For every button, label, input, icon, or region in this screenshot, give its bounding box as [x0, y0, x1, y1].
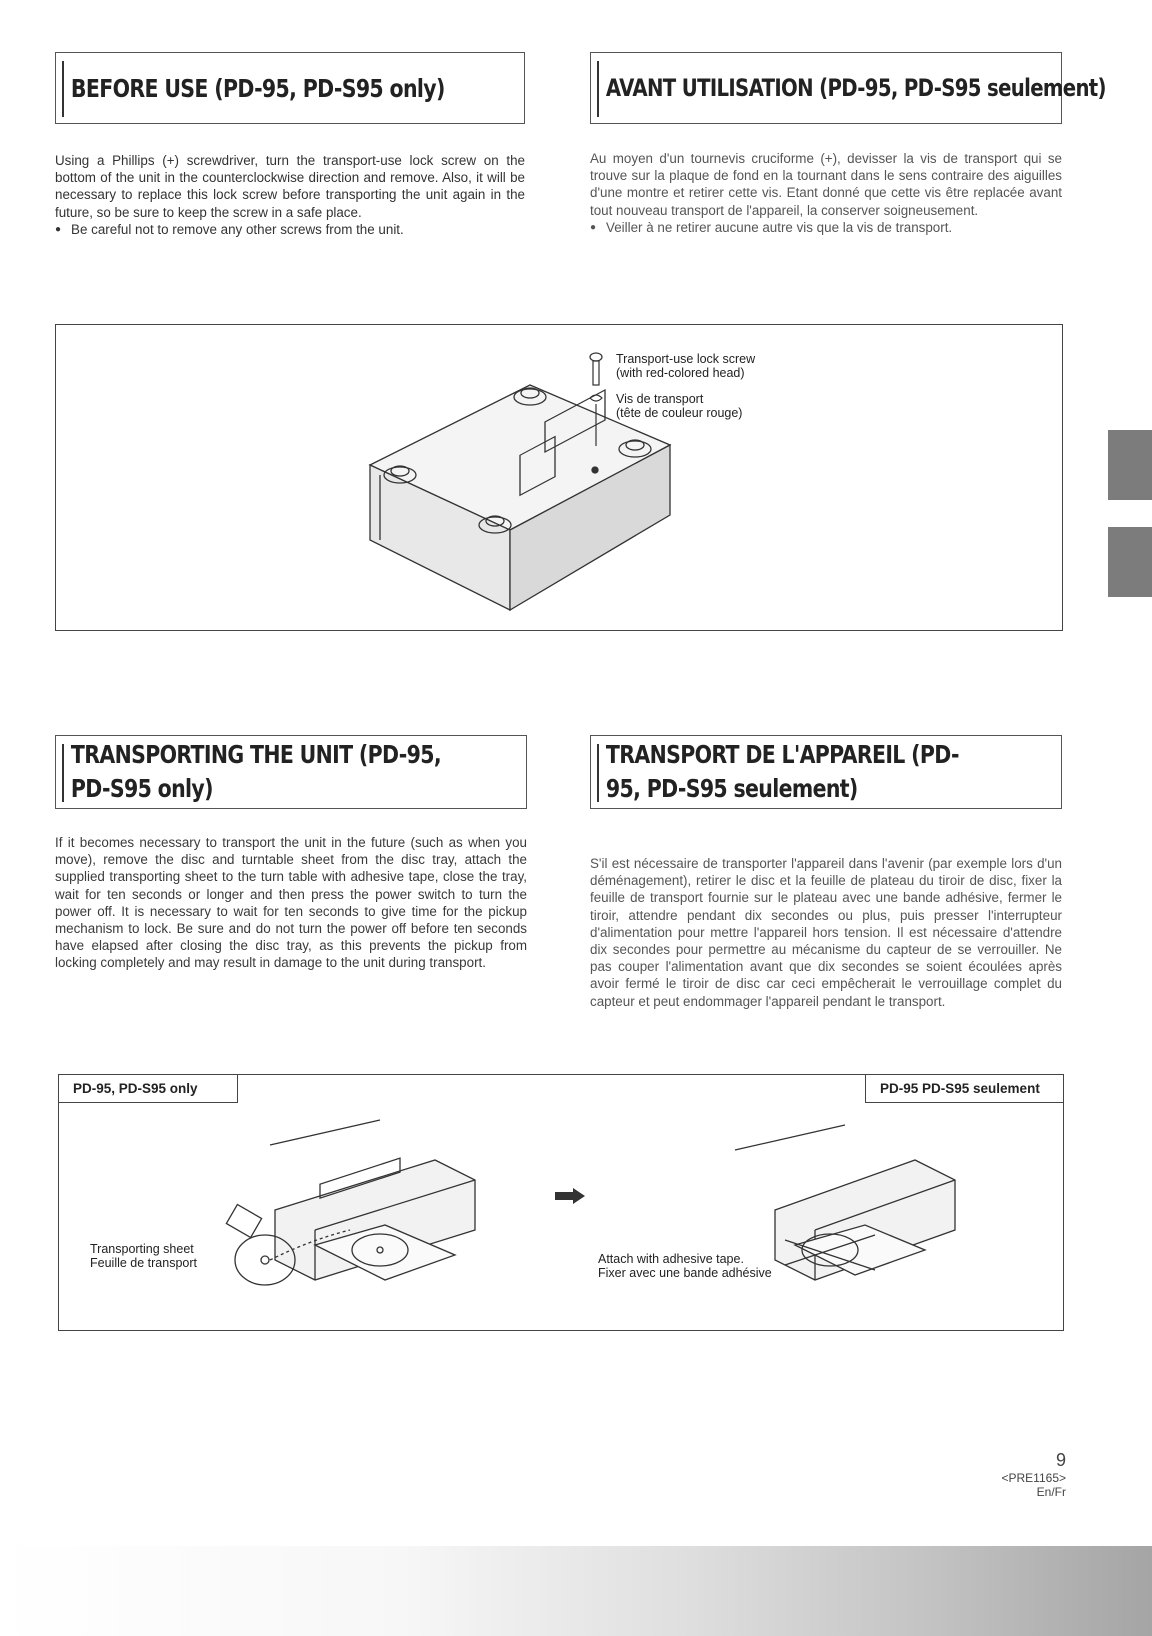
- heading-box-transport-fr: [590, 735, 1062, 809]
- document-code: <PRE1165>: [1001, 1471, 1066, 1485]
- figure1-label-en-line1: Transport-use lock screw: [616, 352, 756, 366]
- side-tab-en: [1108, 430, 1152, 500]
- heading-box-before-use-en: [55, 52, 525, 124]
- transport-en-body: If it becomes necessary to transport the unit in the future (such as when you move), remove the disc and turntable sheet from the disc tray, attach the supplied transporting sheet to the turn table with adhesive tape, close the tray, wait for ten seconds or longer and then press the power switch to turn the power off. It is necessary to wait for ten seconds to give time for the pickup mechanism to lock. Be sure and do not turn the power off before ten seconds have elapsed after closing the disc tray, as this prevents the pickup from locking completely and may result in damage to the unit during transport.: [55, 835, 527, 971]
- heading-box-before-use-fr: [590, 52, 1106, 124]
- figure2-sheet-fr: Feuille de transport: [90, 1256, 198, 1270]
- transport-en-text: [55, 834, 527, 972]
- side-tab-fr: [1108, 527, 1152, 597]
- before-use-en-body: Using a Phillips (+) screwdriver, turn the transport-use lock screw on the bottom of the unit in the counterclockwise direction and remove. Also, it will be necessary to replace this lock screw before transporting the unit again in the future, so be sure to keep the screw in a safe place.: [55, 153, 525, 220]
- figure2-tape-label: [598, 1252, 772, 1280]
- figure2-tape-en: Attach with adhesive tape.: [598, 1252, 744, 1266]
- figure1-label-fr-line1: Vis de transport: [616, 392, 704, 406]
- before-use-en-text: [55, 152, 525, 238]
- heading-transport-en: TRANSPORTING THE UNIT (PD-95, PD-S95 only): [70, 740, 441, 803]
- figure1-label-fr: [616, 392, 742, 420]
- heading-transport-fr: TRANSPORT DE L'APPAREIL (PD-95, PD-S95 seulement): [605, 740, 959, 803]
- figure2-sheet-label: [90, 1242, 197, 1270]
- before-use-en-bullet-text: Be careful not to remove any other screws from the unit.: [71, 221, 404, 237]
- lock-screw-icon: [588, 352, 612, 448]
- language-code: En/Fr: [1036, 1485, 1066, 1499]
- page-number: 9: [1055, 1450, 1066, 1470]
- before-use-en-bullet: [55, 221, 525, 238]
- page-footer: [1002, 1450, 1067, 1499]
- bullet-icon: ●: [55, 223, 62, 235]
- transport-sheet-icon: [220, 1210, 310, 1290]
- heading-box-transport-en: [55, 735, 527, 809]
- figure1-label-fr-line2: (tête de couleur rouge): [616, 406, 743, 420]
- before-use-fr-bullet-text: Veiller à ne retirer aucune autre vis que la vis de transport.: [606, 219, 953, 235]
- figure2-tag-en: PD-95, PD-S95 only: [58, 1074, 238, 1103]
- before-use-fr-bullet: [590, 219, 1062, 236]
- figure1-label-en-line2: (with red-colored head): [616, 366, 745, 380]
- scan-edge-shading: [0, 1546, 1152, 1636]
- heading-before-use-fr: AVANT UTILISATION (PD-95, PD-S95 seulement): [605, 74, 1106, 102]
- transport-fr-text: [590, 855, 1062, 1010]
- figure1-label-en: [616, 352, 755, 380]
- bullet-icon: ●: [590, 221, 597, 233]
- before-use-fr-text: [590, 150, 1062, 236]
- before-use-fr-body: Au moyen d'un tournevis cruciforme (+), devisser la vis de transport qui se trouve sur la plaque de fond en la tournant dans le sens contraire des aiguilles d'une montre et retirer cette vis. Etant donné que cette vis être replacée avant tout nouveau transport de l'appareil, la conserver soigneusement.: [590, 151, 1062, 218]
- figure2-sheet-en: Transporting sheet: [90, 1242, 194, 1256]
- heading-before-use-en: BEFORE USE (PD-95, PD-S95 only): [70, 73, 445, 103]
- figure2-tag-fr: PD-95 PD-S95 seulement: [865, 1074, 1064, 1103]
- transport-fr-body: S'il est nécessaire de transporter l'appareil dans l'avenir (par exemple lors d'un déménagement), retirer le disc et la feuille de plateau du tiroir de disc, fixer la feuille de transport fournie sur le plateau avec une bande adhésive, fermer le tiroir, attendre pendant dix secondes ou plus, puis presser l'interrupteur d'alimentation pour mettre l'appareil hors tension. Il est nécessaire d'attendre dix secondes pour permettre au mécanisme du capteur de se verrouiller. Ne pas couper l'alimentation avant que dix secondes se soient écoulées après avoir fermé le tiroir de disc car ceci empêcherait le verrouillage complet du capteur et peut endommager l'appareil pendant le transport.: [590, 856, 1062, 1009]
- figure2-tape-fr: Fixer avec une bande adhésive: [598, 1266, 772, 1280]
- arrow-right-icon: [555, 1188, 585, 1204]
